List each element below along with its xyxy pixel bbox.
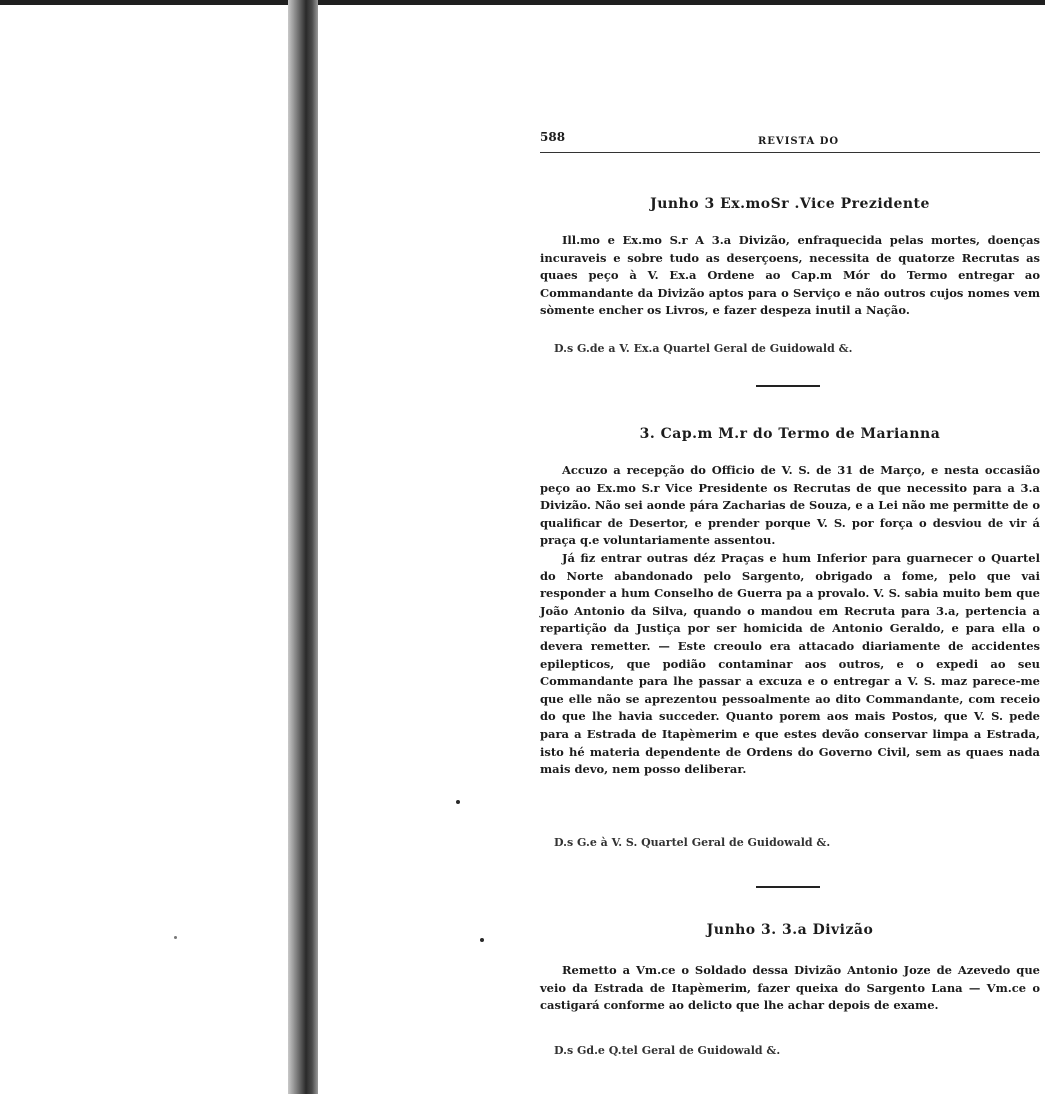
signature-line: D.s G.e à V. S. Quartel Geral de Guidowald &.: [554, 836, 831, 849]
section-separator: [756, 886, 820, 888]
section-title: 3. Cap.m M.r do Termo de Marianna: [639, 426, 941, 442]
speck-mark: [456, 800, 460, 804]
signature-line: D.s Gd.e Q.tel Geral de Guidowald &.: [554, 1044, 781, 1057]
section-body: [540, 232, 1040, 320]
section-body: [540, 962, 1040, 1015]
paragraph: Accuzo a recepção do Officio de V. S. de 31 de Março, e nesta occasião peço ao Ex.mo S.r Vice Presidente os Recrutas de que necessito para a 3.a Divizão. Não sei aonde pára Zacharias de Souza, e a Lei não me permitte de o qualificar de Desertor, e prender porque V. S. por força o desviou de vir á praça q.e voluntariamente assentou.: [540, 463, 1040, 548]
speck-mark: [174, 936, 177, 939]
page-number: 588: [540, 130, 566, 144]
paragraph: Ill.mo e Ex.mo S.r A 3.a Divizão, enfraquecida pelas mortes, doenças incuraveis e sobre tudo as deserçoens, necessita de quatorze Recrutas as quaes peço à V. Ex.a Ordene ao Cap.m Mór do Termo entregar ao Commandante da Divizão aptos para o Serviço e não outros cujos nomes vem sòmente encher os Livros, e fazer despeza inutil a Nação.: [540, 233, 1040, 318]
section-separator: [756, 385, 820, 387]
paragraph: Remetto a Vm.ce o Soldado dessa Divizão Antonio Joze de Azevedo que veio da Estrada de Itapèmerim, fazer queixa do Sargento Lana — Vm.ce o castigará conforme ao delicto que lhe achar depois de exame.: [540, 963, 1040, 1013]
signature-line: D.s G.de a V. Ex.a Quartel Geral de Guidowald &.: [554, 342, 853, 355]
page-header: [540, 128, 1040, 150]
section-title: Junho 3 Ex.moSr .Vice Prezidente: [650, 196, 930, 212]
speck-mark: [480, 938, 484, 942]
section-title: Junho 3. 3.a Divizão: [706, 922, 874, 938]
running-title: REVISTA DO: [758, 136, 840, 147]
header-rule: [540, 152, 1040, 153]
book-page: [540, 0, 1045, 1094]
paragraph: Já fiz entrar outras déz Praças e hum Inferior para guarnecer o Quartel do Norte abandonado pelo Sargento, obrigado a fome, pelo que vai responder a hum Conselho de Guerra pa a provalo. V. S. sabia muito bem que João Antonio da Silva, quando o mandou em Recruta para 3.a, pertencia a repartição da Justiça por ser homicida de Antonio Geraldo, e para ella o devera remetter. — Este creoulo era attacado diariamente de accidentes epilepticos, que podião contaminar aos outros, e o expedi ao seu Commandante para lhe passar a excuza e o entregar a V. S. maz parece-me que elle não se aprezentou pessoalmente ao dito Commandante, com receio do que lhe havia succeder. Quanto porem aos mais Postos, que V. S. pede para a Estrada de Itapèmerim e que estes devão conservar limpa a Estrada, isto hé materia dependente de Ordens do Governo Civil, sem as quaes nada mais devo, nem posso deliberar.: [540, 550, 1040, 777]
section-body: [540, 462, 1040, 779]
book-spine-shadow: [288, 0, 318, 1094]
